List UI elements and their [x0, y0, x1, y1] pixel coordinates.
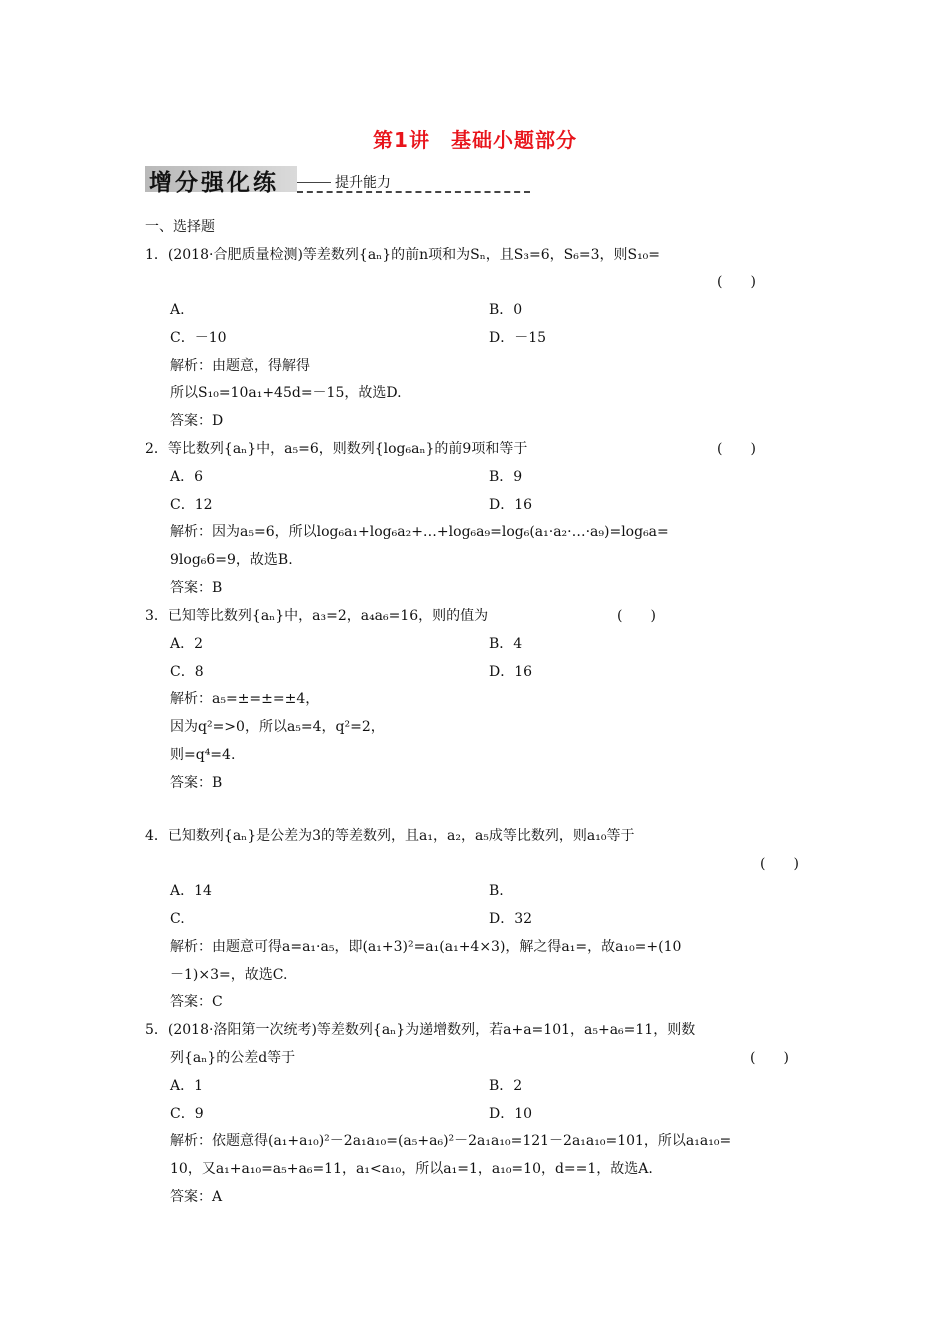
q4-solution-line-2: －1)×3=，故选C. — [170, 967, 288, 983]
q3-option-a: A．2 — [170, 636, 204, 652]
q5-option-b: B．2 — [489, 1078, 523, 1094]
q2-option-c: C．12 — [170, 497, 213, 513]
q4-answer-blank: ( ) — [760, 856, 799, 872]
q5-solution-line-2: 10，又a₁+a₁₀=a₅+a₆=11，a₁<a₁₀，所以a₁=1，a₁₀=10，d==1，故选A. — [170, 1161, 653, 1177]
q3-stem: 3．已知等比数列{aₙ}中，a₃=2，a₄a₆=16，则的值为 — [145, 608, 489, 624]
q5-solution-line-1: 解析：依题意得(a₁+a₁₀)²－2a₁a₁₀=(a₅+a₆)²－2a₁a₁₀=121－2a₁a₁₀=101，所以a₁a₁₀= — [170, 1133, 732, 1149]
q3-answer-blank: ( ) — [617, 608, 656, 624]
q2-option-a: A．6 — [170, 469, 204, 485]
q4-option-b: B. — [489, 883, 504, 899]
section-heading: 一、选择题 — [145, 219, 215, 235]
q5-option-c: C．9 — [170, 1106, 204, 1122]
q4-option-d: D．32 — [489, 911, 533, 927]
q5-answer: 答案：A — [170, 1189, 223, 1205]
q1-option-a: A. — [170, 302, 185, 318]
page-title: 第1讲 基础小题部分 — [373, 128, 577, 152]
q3-solution-line-2: 因为q²=>0，所以a₅=4，q²=2， — [170, 719, 385, 735]
q1-answer: 答案：D — [170, 413, 224, 429]
q2-option-d: D．16 — [489, 497, 533, 513]
q1-option-d: D．－15 — [489, 330, 547, 346]
q4-option-a: A．14 — [170, 883, 212, 899]
q4-stem: 4．已知数列{aₙ}是公差为3的等差数列，且a₁，a₂，a₅成等比数列，则a₁₀等于 — [145, 828, 635, 844]
q5-stem-line-2: 列{aₙ}的公差d等于 — [170, 1050, 296, 1066]
q3-option-d: D．16 — [489, 664, 533, 680]
q1-answer-blank: ( ) — [717, 274, 756, 290]
q4-option-c: C. — [170, 911, 185, 927]
banner-connector — [297, 182, 331, 183]
q1-option-c: C．－10 — [170, 330, 227, 346]
q3-solution-line-3: 则=q⁴=4. — [170, 747, 236, 763]
q2-answer-blank: ( ) — [717, 441, 756, 457]
q2-option-b: B．9 — [489, 469, 523, 485]
q2-answer: 答案：B — [170, 580, 223, 596]
q5-option-a: A．1 — [170, 1078, 204, 1094]
q1-option-b: B．0 — [489, 302, 523, 318]
q3-solution-line-1: 解析：a₅=±=±=±4， — [170, 691, 320, 707]
q3-option-b: B．4 — [489, 636, 523, 652]
q2-solution-line-1: 解析：因为a₅=6，所以log₆a₁+log₆a₂+…+log₆a₉=log₆(a₁·a₂·…·a₉)=log₆a= — [170, 524, 669, 540]
banner-sub-text: 提升能力 — [335, 175, 391, 191]
q1-stem: 1．(2018·合肥质量检测)等差数列{aₙ}的前n项和为Sₙ，且S₃=6，S₆=3，则S₁₀= — [145, 247, 661, 263]
q4-solution-line-1: 解析：由题意可得a=a₁·a₅，即(a₁+3)²=a₁(a₁+4×3)，解之得a₁=，故a₁₀=+(10 — [170, 939, 682, 955]
q2-stem: 2．等比数列{aₙ}中，a₅=6，则数列{log₆aₙ}的前9项和等于 — [145, 441, 528, 457]
q5-option-d: D．10 — [489, 1106, 533, 1122]
q3-answer: 答案：B — [170, 775, 223, 791]
q3-option-c: C．8 — [170, 664, 204, 680]
q2-solution-line-2: 9log₆6=9，故选B. — [170, 552, 293, 568]
q4-answer: 答案：C — [170, 994, 223, 1010]
q5-answer-blank: ( ) — [750, 1050, 789, 1066]
section-banner — [145, 164, 530, 194]
banner-dashed-rule — [297, 191, 530, 193]
q1-solution-line-1: 解析：由题意，得解得 — [170, 358, 310, 374]
q1-solution-line-2: 所以S₁₀=10a₁+45d=－15，故选D. — [170, 385, 402, 401]
q5-stem-line-1: 5．(2018·洛阳第一次统考)等差数列{aₙ}为递增数列，若a+a=101，a₅+a₆=11，则数 — [145, 1022, 696, 1038]
banner-main-text: 增分强化练 — [149, 170, 279, 196]
